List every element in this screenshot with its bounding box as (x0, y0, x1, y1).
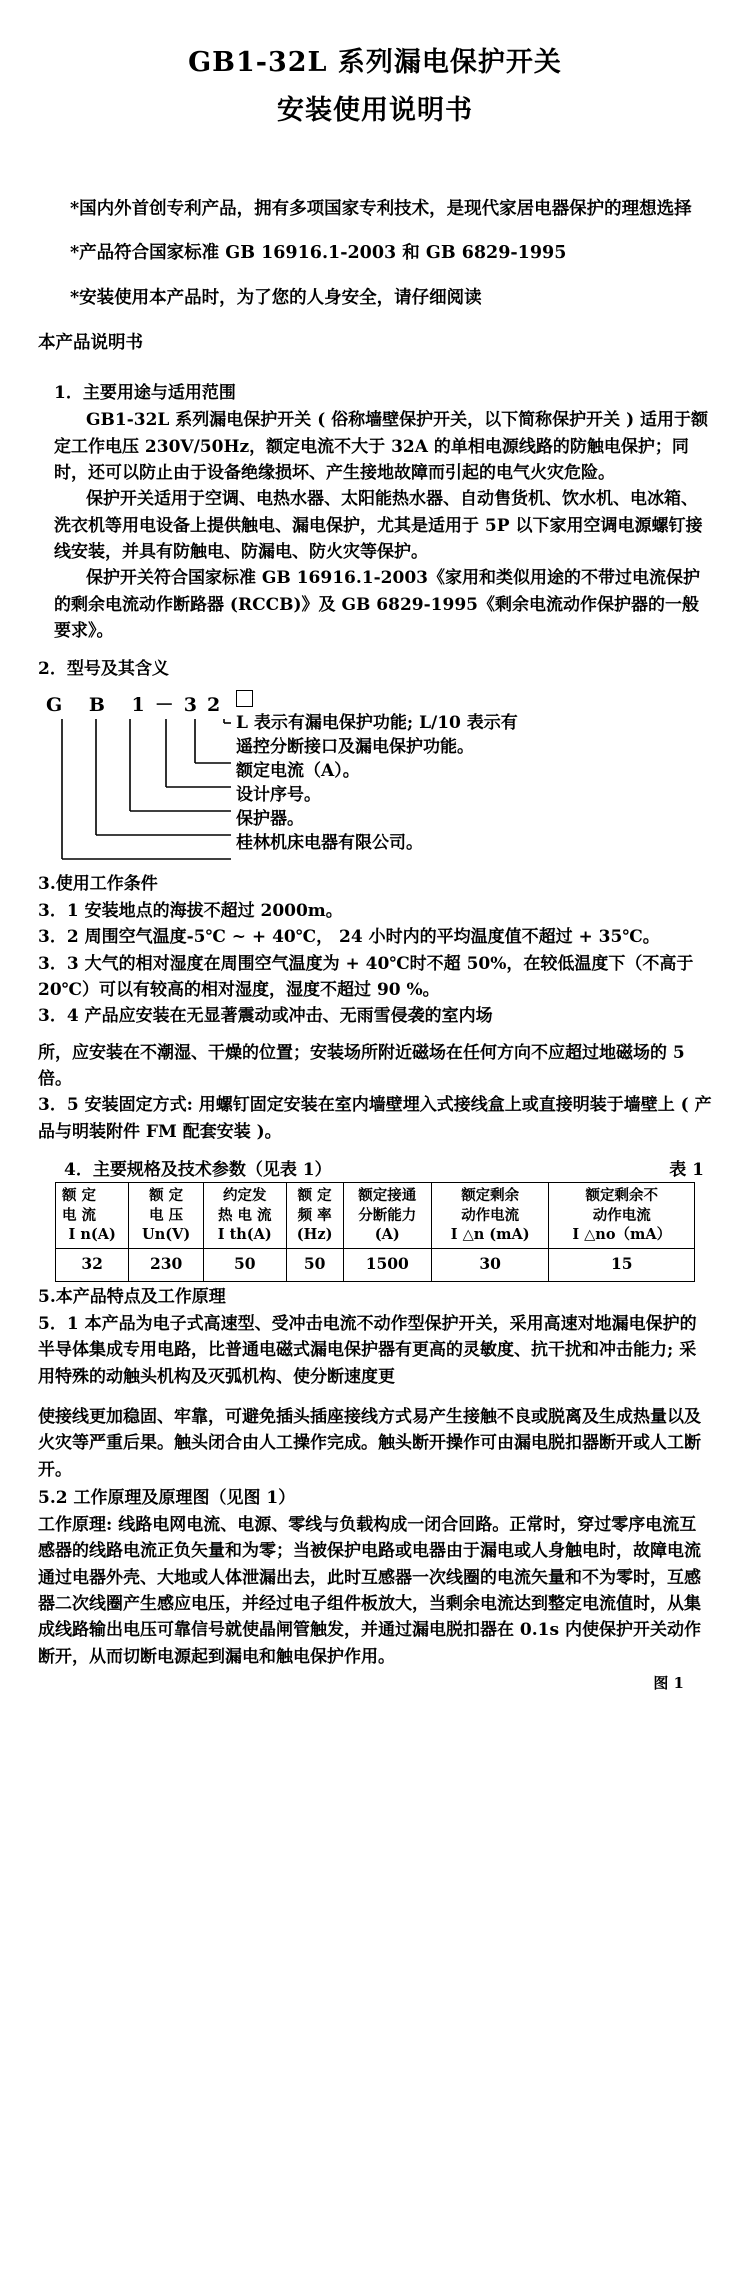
header-text: 额定剩余不 (585, 1186, 658, 1204)
table-header-cell (56, 1182, 129, 1248)
table-number-label: 表 1 (669, 1159, 704, 1180)
section-4-heading: 4．主要规格及技术参数（见表 1） (64, 1159, 332, 1180)
header-text: 约定发 (223, 1186, 267, 1204)
header-text: 热 电 流 (217, 1206, 272, 1224)
model-note-1: 遥控分断接口及漏电保护功能。 (236, 736, 474, 757)
header-text: 频 率 (297, 1206, 332, 1224)
page-title-line1: GB1-32L 系列漏电保护开关 (188, 47, 562, 78)
section-2-heading: 2．型号及其含义 (38, 659, 169, 680)
header-text: 电 压 (149, 1206, 184, 1224)
table-cell: 32 (56, 1248, 129, 1281)
header-text: 额 定 (62, 1186, 97, 1204)
table-header-cell (343, 1182, 431, 1248)
section-3-heading: 3.使用工作条件 (38, 873, 158, 894)
section-5-2-body: 工作原理: 线路电网电流、电源、零线与负载构成一闭合回路。正常时，穿过零序电流互感器的线路电流正负矢量和为零；当被保护电路或电器由于漏电或人身触电时，故障电流通过电器外壳、大地或人体泄漏出去，此时互感器一次线圈的电流矢量和不为零时，互感器二次线圈产生感应电压，并经过电子组件板放大，当剩余电流达到整定电流值时，从集成线路输出电压可靠信号就使晶闸管触发，并通过漏电脱扣器在 0.1s 内使保护开关动作断开，从而切断电源起到漏电和触电保护作用。 (38, 1515, 701, 1667)
lead-paragraph-2: *产品符合国家标准 GB 16916.1-2003 和 GB 6829-1995 (70, 243, 567, 264)
model-code-leaders (46, 712, 712, 869)
table-cell: 1500 (343, 1248, 431, 1281)
header-text: 动作电流 (592, 1206, 651, 1224)
table-header-cell (431, 1182, 549, 1248)
section-3-5: 3．5 安装固定方式: 用螺钉固定安装在室内墙壁埋入式接线盒上或直接明装于墙壁上 ( 产品与明装附件 FM 配套安装 )。 (38, 1095, 712, 1142)
model-code-letters: G B 1－32 (46, 693, 231, 716)
header-text: 额定接通 (358, 1186, 417, 1204)
model-code-diagram (38, 690, 712, 869)
table-header-cell (203, 1182, 286, 1248)
section-5-heading: 5.本产品特点及工作原理 (38, 1286, 226, 1307)
header-text: 动作电流 (461, 1206, 520, 1224)
table-cell: 15 (549, 1248, 695, 1281)
header-text: I th(A) (217, 1226, 272, 1244)
header-text: 分断能力 (358, 1206, 417, 1224)
section-3-1: 3．1 安装地点的海拔不超过 2000m。 (38, 900, 343, 921)
lead-paragraph-4: 本产品说明书 (38, 332, 143, 353)
section-5-1-cont: 使接线更加稳固、牢靠，可避免插头插座接线方式易产生接触不良或脱离及生成热量以及火灾等严重后果。触头闭合由人工操作完成。触头断开操作可由漏电脱扣器断开或人工断开。 (38, 1406, 701, 1480)
section-3-4-cont: 所，应安装在不潮湿、干燥的位置；安装场所附近磁场在任何方向不应超过地磁场的 5 倍。 (38, 1042, 685, 1089)
section-1-paragraph-3: 保护开关符合国家标准 GB 16916.1-2003《家用和类似用途的不带过电流保护的剩余电流动作断路器 (RCCB)》及 GB 6829-1995《剩余电流动作保护器的一般要求》。 (54, 568, 700, 642)
header-text: Un(V) (142, 1226, 191, 1244)
table-row (56, 1248, 695, 1281)
header-text: 额 定 (297, 1186, 332, 1204)
table-header-cell (129, 1182, 204, 1248)
table-caption-row (38, 1155, 712, 1180)
model-note-0: L 表示有漏电保护功能; L/10 表示有 (236, 712, 518, 733)
model-note-4: 保护器。 (236, 808, 304, 829)
model-note-5: 桂林机床电器有限公司。 (236, 832, 423, 853)
table-header-cell (549, 1182, 695, 1248)
table-cell: 30 (431, 1248, 549, 1281)
section-1-paragraph-1: GB1-32L 系列漏电保护开关 ( 俗称墙壁保护开关，以下简称保护开关 ) 适用于额定工作电压 230V/50Hz，额定电流不大于 32A 的单相电源线路的防触电保护；同时，还可以防止由于设备绝缘损坏、产生接地故障而引起的电气火灾危险。 (54, 410, 709, 484)
section-5-1: 5．1 本产品为电子式高速型、受冲击电流不动作型保护开关，采用高速对地漏电保护的半导体集成专用电路，比普通电磁式漏电保护器有更高的灵敏度、抗干扰和冲击能力; 采用特殊的动触头机构及灭弧机构、使分断速度更 (38, 1313, 697, 1387)
header-text: 额定剩余 (461, 1186, 520, 1204)
model-note-2: 额定电流（A）。 (236, 760, 360, 781)
section-1-paragraph-2: 保护开关适用于空调、电热水器、太阳能热水器、自动售货机、饮水机、电冰箱、洗衣机等用电设备上提供触电、漏电保护，尤其是适用于 5P 以下家用空调电源螺钉接线安装，并具有防触电、防漏电、防火灾等保护。 (54, 489, 703, 563)
header-text: I △n (mA) (450, 1226, 530, 1244)
section-5-2-heading: 5.2 工作原理及原理图（见图 1） (38, 1487, 296, 1508)
table-header-row (56, 1182, 695, 1248)
model-code-box (236, 690, 253, 707)
header-text: 额 定 (149, 1186, 184, 1204)
header-text: (A) (374, 1226, 400, 1244)
section-1-heading: 1．主要用途与适用范围 (54, 383, 236, 404)
figure-1-label: 图 1 (653, 1674, 684, 1693)
model-note-3: 设计序号。 (236, 784, 321, 805)
section-3-3: 3．3 大气的相对湿度在周围空气温度为 + 40℃时不超 50%，在较低温度下（不高于 20℃）可以有较高的相对湿度，湿度不超过 90 %。 (38, 953, 694, 1000)
header-text: (Hz) (296, 1226, 333, 1244)
specification-table (55, 1182, 695, 1282)
lead-paragraph-1: *国内外首创专利产品，拥有多项国家专利技术，是现代家居电器保护的理想选择 (70, 198, 692, 219)
table-header-cell (286, 1182, 343, 1248)
header-text: I n(A) (68, 1226, 116, 1244)
section-3-2: 3．2 周围空气温度-5℃ ~ + 40℃， 24 小时内的平均温度值不超过 + 35℃。 (38, 927, 660, 948)
header-text: 电 流 (62, 1206, 97, 1224)
table-cell: 230 (129, 1248, 204, 1281)
table-cell: 50 (286, 1248, 343, 1281)
header-text: I △no（mA） (572, 1226, 672, 1244)
page-title-line2: 安装使用说明书 (277, 94, 473, 126)
table-cell: 50 (203, 1248, 286, 1281)
lead-paragraph-3: *安装使用本产品时，为了您的人身安全，请仔细阅读 (70, 287, 482, 308)
section-3-4: 3．4 产品应安装在无显著震动或冲击、无雨雪侵袭的室内场 (38, 1006, 493, 1027)
